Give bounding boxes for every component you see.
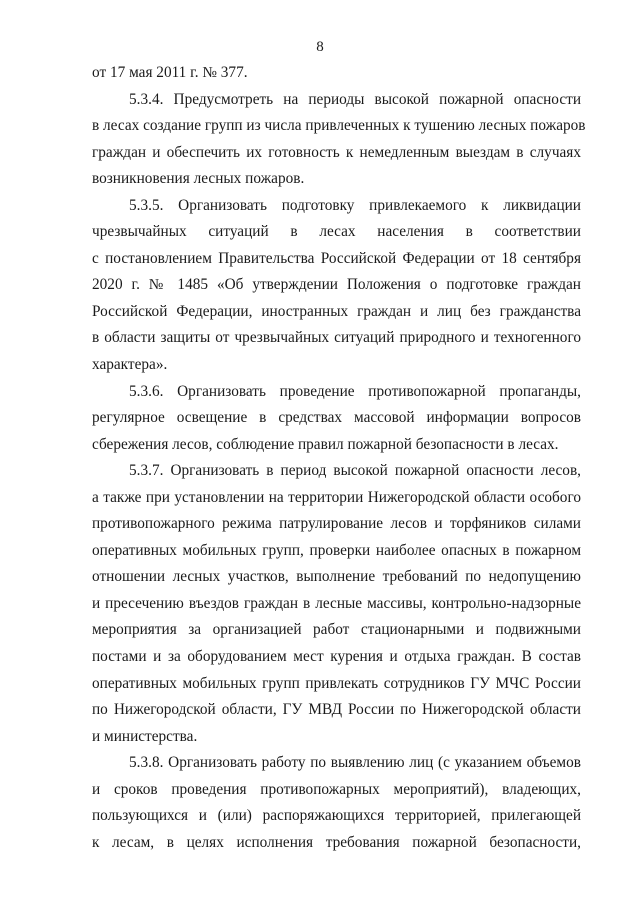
text-line: пользующихся и (или) распоряжающихся территорией, прилегающей — [92, 807, 581, 825]
text-line: противопожарного режима патрулирование лесов и торфяников силами — [92, 515, 581, 533]
text-line: и министерства. — [92, 727, 198, 745]
text-line: возникновения лесных пожаров. — [92, 170, 305, 188]
paragraph-first-line: 5.3.7. Организовать в период высокой пожарной опасности лесов, — [129, 462, 581, 480]
text-line: к лесам, в целях исполнения требования пожарной безопасности, — [92, 833, 581, 851]
text-line: а также при установлении на территории Нижегородской области особого — [92, 488, 581, 506]
page-number: 8 — [316, 39, 324, 55]
text-line: оперативных мобильных групп привлекать сотрудников ГУ МЧС России — [92, 674, 581, 692]
text-line: с постановлением Правительства Российской Федерации от 18 сентября — [92, 249, 581, 267]
document-body — [92, 60, 586, 856]
text-line: от 17 мая 2011 г. № 377. — [92, 64, 248, 81]
text-line: по Нижегородской области, ГУ МВД России по Нижегородской области — [92, 701, 581, 719]
paragraph-first-line: 5.3.6. Организовать проведение противопожарной пропаганды, — [129, 382, 581, 400]
text-line: отношении лесных участков, выполнение требований по недопущению — [92, 568, 581, 586]
text-line: 2020 г. № 1485 «Об утверждении Положения о подготовке граждан — [92, 276, 581, 294]
paragraph-first-line: 5.3.8. Организовать работу по выявлению лиц (с указанием объемов — [129, 754, 581, 772]
text-line: граждан и обеспечить их готовность к немедленным выездам в случаях — [92, 143, 581, 161]
text-line: сбережения лесов, соблюдение правил пожарной безопасности в лесах. — [92, 435, 559, 453]
text-line: характера». — [92, 356, 168, 374]
text-line: постами и за оборудованием мест курения и отдыха граждан. В состав — [92, 648, 581, 666]
text-line: оперативных мобильных групп, проверки наиболее опасных в пожарном — [92, 541, 581, 559]
text-line: в области защиты от чрезвычайных ситуаций природного и техногенного — [92, 329, 581, 347]
text-line: и пресечению въездов граждан в лесные массивы, контрольно-надзорные — [92, 594, 581, 612]
paragraph-first-line: 5.3.5. Организовать подготовку привлекаемого к ликвидации — [129, 196, 581, 214]
paragraph-first-line: 5.3.4. Предусмотреть на периоды высокой пожарной опасности — [129, 90, 581, 108]
text-line: Российской Федерации, иностранных граждан и лиц без гражданства — [92, 302, 581, 320]
text-line: и сроков проведения противопожарных мероприятий), владеющих, — [92, 780, 581, 798]
text-line: в лесах создание групп из числа привлеченных к тушению лесных пожаров — [92, 117, 586, 135]
text-line: регулярное освещение в средствах массовой информации вопросов — [92, 409, 581, 427]
text-line: мероприятия за организацией работ стационарными и подвижными — [92, 621, 581, 639]
text-line: чрезвычайных ситуаций в лесах населения в соответствии — [92, 223, 581, 241]
